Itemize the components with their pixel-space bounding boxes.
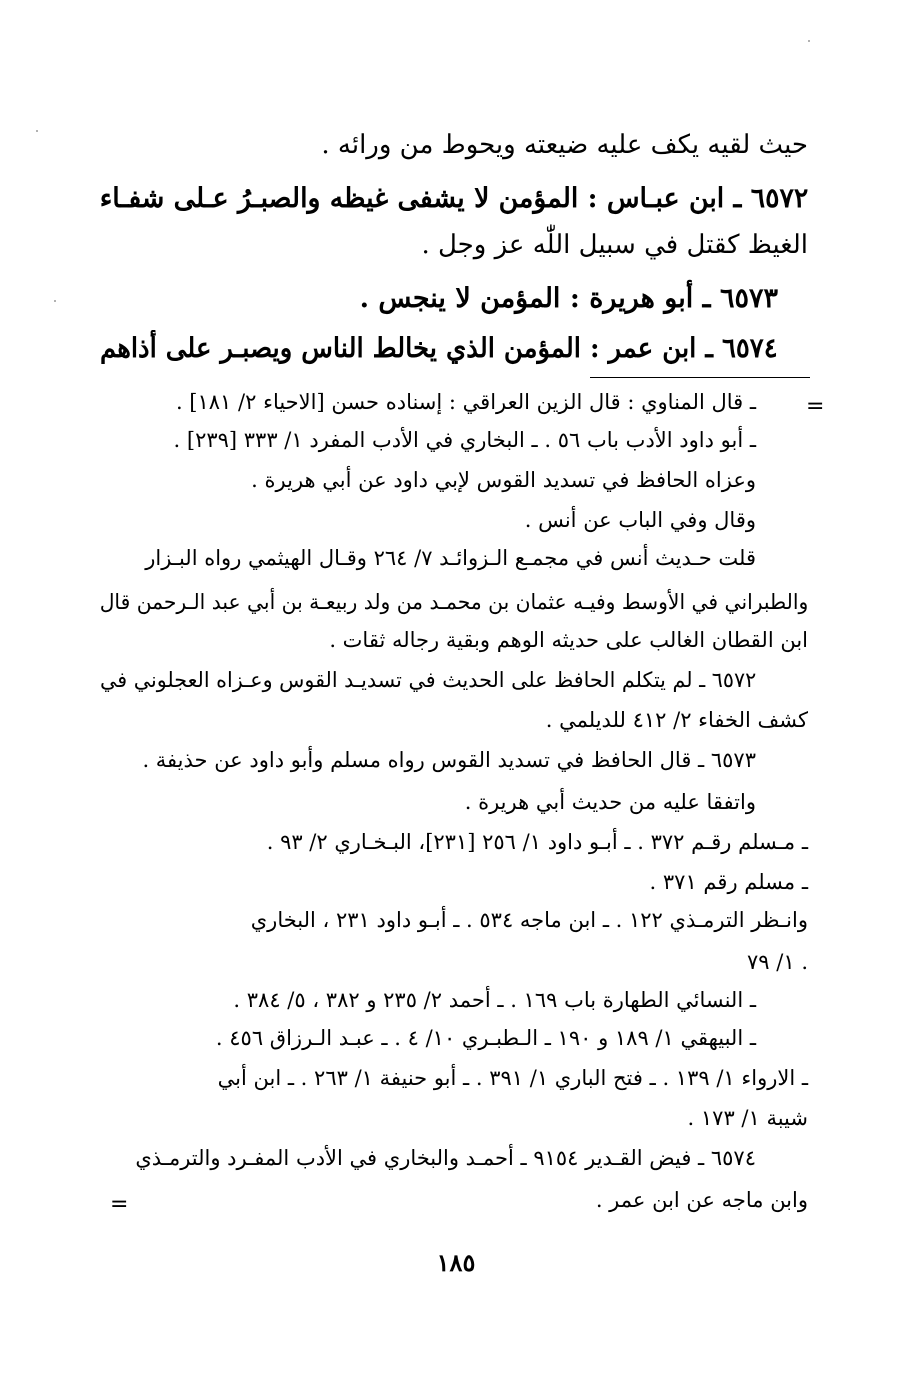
page-number: ١٨٥ xyxy=(436,1248,476,1277)
footnote-line-11: واتفقا عليه من حديث أبي هريرة . xyxy=(464,790,756,814)
footnote-line-20: ٦٥٧٤ ـ فيض القـدير ٩١٥٤ ـ أحمـد والبخاري في الأدب المفـرد والترمـذي xyxy=(135,1146,756,1170)
footnote-line-16: ـ النسائي الطهارة باب ١٦٩ . ـ أحمد ٢/ ٢٣٥ و ٣٨٢ ، ٥/ ٣٨٤ . xyxy=(233,988,756,1012)
footnote-line-4: وقال وفي الباب عن أنس . xyxy=(524,508,756,532)
footnote-line-10: ٦٥٧٣ ـ قال الحافظ في تسديد القوس رواه مسلم وأبو داود عن حذيفة . xyxy=(142,748,756,772)
main-line-4: ٦٥٧٣ ـ أبو هريرة : المؤمن لا ينجس . xyxy=(359,283,778,314)
footnote-line-1: ـ قال المناوي : قال الزين العراقي : إسناده حسن [الاحياء ٢/ ١٨١] . xyxy=(175,390,756,414)
footnote-line-6: والطبراني في الأوسط وفيـه عثمان بن محمـد من ولد ربيعـة بن أبي عبد الـرحمن قال xyxy=(99,590,808,614)
footnote-line-17: ـ البيهقي ١/ ١٨٩ و ١٩٠ ـ الـطبـري ١٠/ ٤ . ـ عبـد الـرزاق ٤٥٦ . xyxy=(215,1026,756,1050)
scan-speck xyxy=(54,300,56,302)
footnote-line-19: شيبة ١/ ١٧٣ . xyxy=(687,1106,808,1130)
scan-speck xyxy=(808,40,810,42)
main-line-2: ٦٥٧٢ ـ ابن عبـاس : المؤمن لا يشفى غيظه والصبـرُ عـلى شفـاء xyxy=(99,183,808,214)
main-line-3: الغيظ كقتل في سبيل اللّٰه عز وجل . xyxy=(421,230,808,260)
continuation-mark-bottom: = xyxy=(110,1192,129,1217)
continuation-mark-top: = xyxy=(806,394,825,419)
footnote-line-12: ـ مـسلم رقـم ٣٧٢ . ـ أبـو داود ١/ ٢٥٦ [٢٣١]، البـخـاري ٢/ ٩٣ . xyxy=(266,830,808,854)
footnote-line-21: وابن ماجه عن ابن عمر . xyxy=(595,1188,808,1212)
main-line-5: ٦٥٧٤ ـ ابن عمر : المؤمن الذي يخالط الناس ويصبـر على أذاهم xyxy=(100,333,778,364)
footnote-line-14: وانـظر الترمـذي ١٢٢ . ـ ابن ماجه ٥٣٤ . ـ أبـو داود ٢٣١ ، البخاري xyxy=(250,908,808,932)
footnote-line-8: ٦٥٧٢ ـ لم يتكلم الحافظ على الحديث في تسديـد القوس وعـزاه العجلوني في xyxy=(99,668,756,692)
footnote-line-7: ابن القطان الغالب على حديثه الوهم وبقية رجاله ثقات . xyxy=(329,628,808,652)
footnote-line-15: ١/ ٧٩ . xyxy=(747,950,808,974)
footnote-line-18: ـ الارواء ١/ ١٣٩ . ـ فتح الباري ١/ ٣٩١ . ـ أبو حنيفة ١/ ٢٦٣ . ـ ابن أبي xyxy=(217,1066,808,1090)
footnote-line-5: قلت حـديث أنس في مجمـع الـزوائـد ٧/ ٢٦٤ وقـال الهيثمي رواه البـزار xyxy=(145,546,756,570)
footnote-rule xyxy=(590,377,810,378)
footnote-line-13: ـ مسلم رقم ٣٧١ . xyxy=(649,870,808,894)
footnote-line-3: وعزاه الحافظ في تسديد القوس لإبي داود عن أبي هريرة . xyxy=(251,468,756,492)
main-line-1: حيث لقيه يكف عليه ضيعته ويحوط من ورائه . xyxy=(321,130,808,160)
footnote-line-9: كشف الخفاء ٢/ ٤١٢ للديلمي . xyxy=(545,708,808,732)
scan-speck xyxy=(36,130,38,132)
footnote-line-2: ـ أبو داود الأدب باب ٥٦ . ـ البخاري في الأدب المفرد ١/ ٣٣٣ [٢٣٩] . xyxy=(173,428,756,452)
